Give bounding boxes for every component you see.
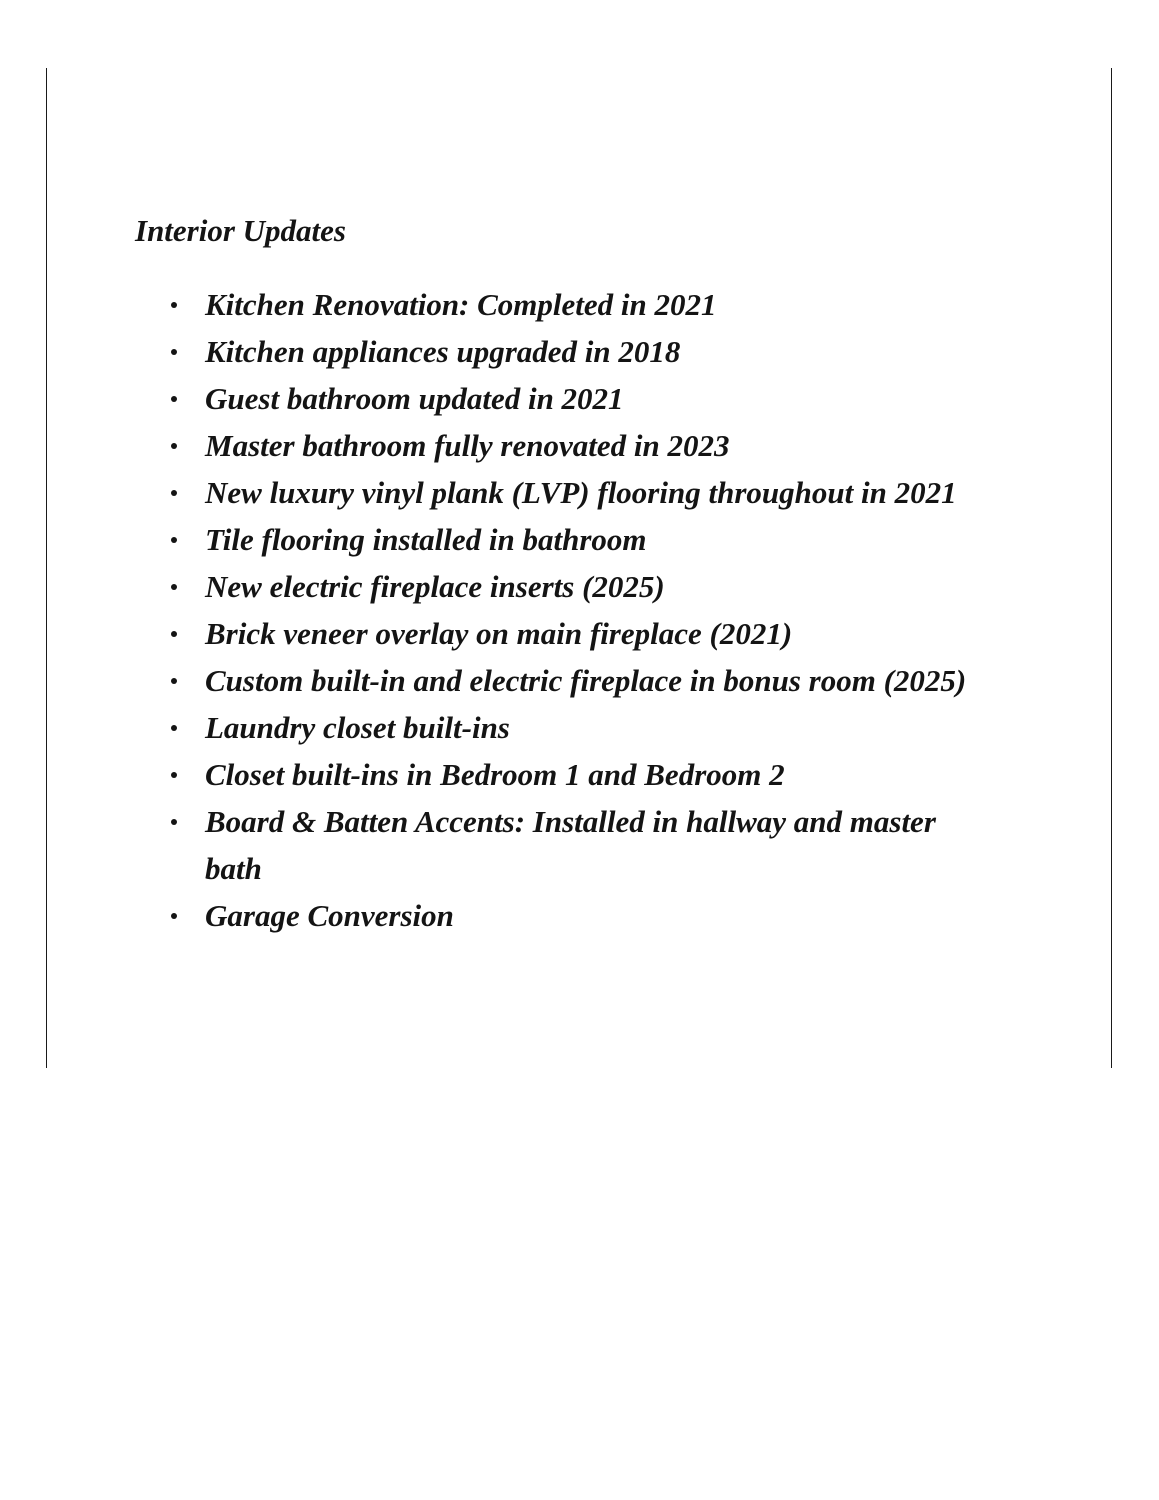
list-item-text: Tile flooring installed in bathroom [205, 522, 647, 557]
list-item-text: Garage Conversion [205, 898, 454, 933]
list-item-text: Closet built-ins in Bedroom 1 and Bedroom 2 [205, 757, 785, 792]
list-item-text: Guest bathroom updated in 2021 [205, 381, 624, 416]
list-item [135, 328, 975, 375]
list-item [135, 469, 975, 516]
interior-updates-list [135, 281, 1035, 939]
list-item-text: New electric fireplace inserts (2025) [205, 569, 665, 604]
bullet-icon [171, 396, 177, 402]
bullet-icon [171, 537, 177, 543]
bullet-icon [171, 678, 177, 684]
list-item [135, 516, 975, 563]
list-item [135, 657, 975, 704]
list-item [135, 751, 975, 798]
bullet-icon [171, 913, 177, 919]
section-heading: Interior Updates [135, 213, 346, 248]
bullet-icon [171, 725, 177, 731]
bullet-icon [171, 584, 177, 590]
document-content [135, 208, 1035, 939]
list-item-text: Custom built-in and electric fireplace in bonus room (2025) [205, 663, 967, 698]
list-item-text: Laundry closet built-ins [205, 710, 510, 745]
list-item [135, 281, 975, 328]
bullet-icon [171, 819, 177, 825]
list-item [135, 704, 975, 751]
bullet-icon [171, 490, 177, 496]
bullet-icon [171, 631, 177, 637]
list-item [135, 892, 975, 939]
list-item [135, 422, 975, 469]
bullet-icon [171, 772, 177, 778]
right-page-border [1111, 68, 1112, 1068]
list-item-text: Master bathroom fully renovated in 2023 [205, 428, 730, 463]
left-page-border [46, 68, 47, 1068]
bullet-icon [171, 443, 177, 449]
list-item [135, 375, 975, 422]
bullet-icon [171, 302, 177, 308]
list-item-text: New luxury vinyl plank (LVP) flooring throughout in 2021 [205, 475, 957, 510]
list-item-text: Kitchen appliances upgraded in 2018 [205, 334, 681, 369]
list-item [135, 563, 975, 610]
list-item [135, 610, 975, 657]
list-item-text: Board & Batten Accents: Installed in hallway and master bath [205, 804, 936, 886]
list-item-text: Brick veneer overlay on main fireplace (2021) [205, 616, 793, 651]
bullet-icon [171, 349, 177, 355]
list-item-text: Kitchen Renovation: Completed in 2021 [205, 287, 717, 322]
list-item [135, 798, 975, 892]
